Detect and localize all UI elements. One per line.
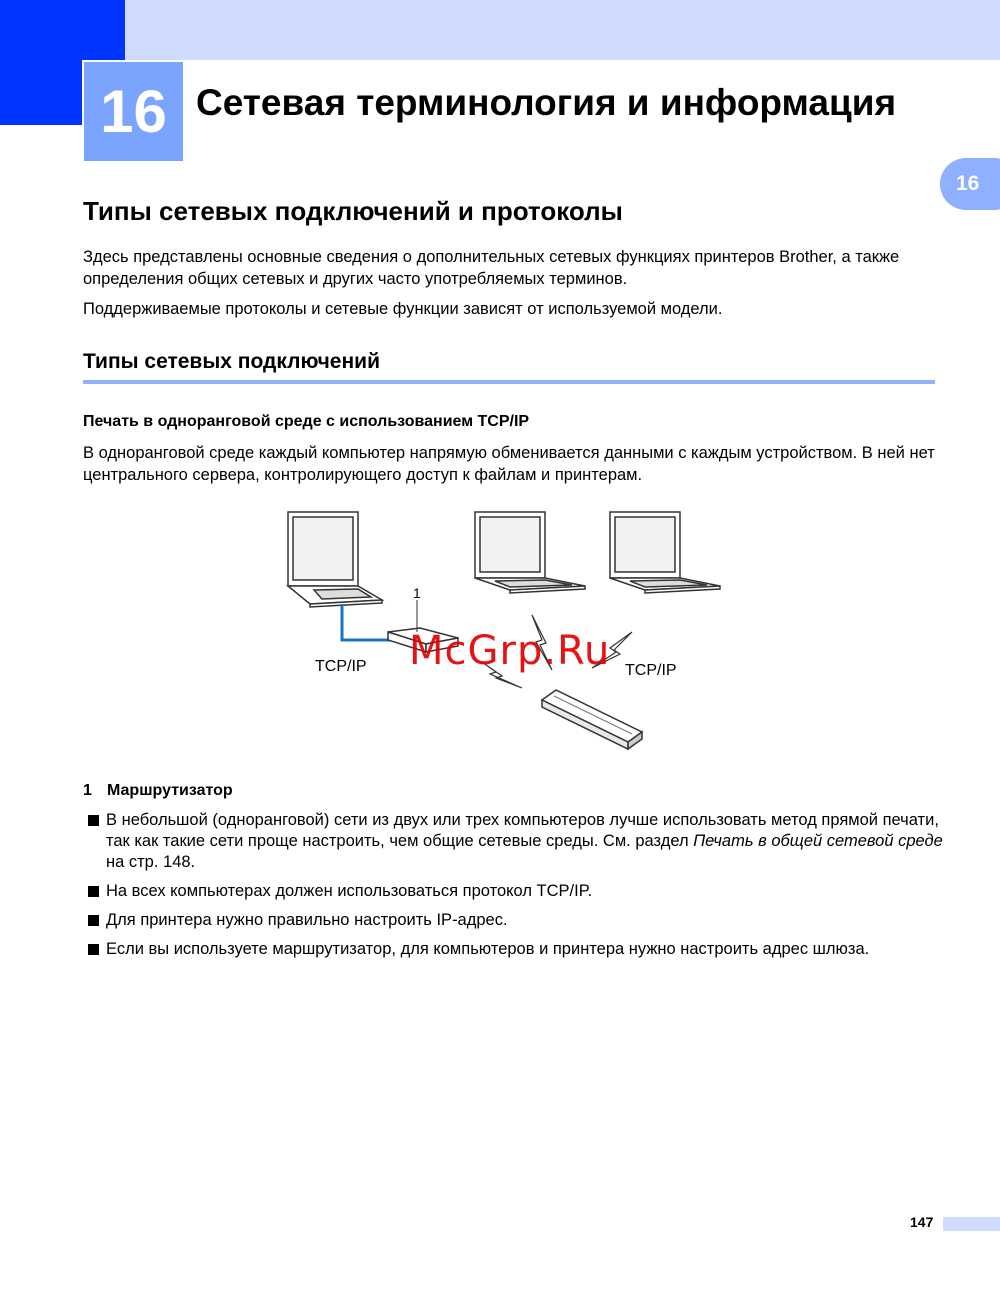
router-callout-number: 1	[413, 585, 421, 601]
chapter-number: 16	[100, 78, 167, 145]
peer-to-peer-paragraph: В одноранговой среде каждый компьютер напрямую обменивается данными с каждым устройством. В ней нет центрального сервера, контролирующего доступ к файлам и принтерам.	[83, 444, 935, 484]
list-item-text-end: на стр. 148.	[106, 853, 196, 871]
legend-number: 1	[83, 782, 92, 799]
header-band	[0, 0, 1000, 60]
list-item-text: Если вы используете маршрутизатор, для компьютеров и принтера нужно настроить адрес шлюза.	[106, 940, 870, 958]
subsection-title: Типы сетевых подключений	[83, 350, 380, 373]
page-number: 147	[910, 1214, 934, 1230]
square-bullet-icon	[88, 915, 99, 926]
square-bullet-icon	[88, 815, 99, 826]
chapter-side-tab[interactable]	[940, 158, 1000, 210]
square-bullet-icon	[88, 944, 99, 955]
mobile-printer-icon	[542, 690, 642, 749]
notes-list	[88, 810, 948, 968]
list-item	[88, 939, 948, 960]
tcpip-label-right: TCP/IP	[625, 662, 677, 679]
intro-paragraph: Здесь представлены основные сведения о дополнительных сетевых функциях принтеров Brother, а также определения общих сетевых и других часто употребляемых терминов.	[83, 248, 900, 288]
list-item	[88, 910, 948, 931]
laptop-2-icon	[475, 512, 585, 593]
cross-reference-link[interactable]: Печать в общей сетевой среде	[693, 832, 943, 850]
chapter-title: Сетевая терминология и информация	[196, 82, 897, 123]
list-item	[88, 810, 948, 873]
legend-text: Маршрутизатор	[107, 782, 233, 799]
list-item-text: На всех компьютерах должен использоваться протокол TCP/IP.	[106, 882, 593, 900]
chapter-number-box	[82, 60, 185, 163]
peer-to-peer-heading: Печать в одноранговой среде с использованием TCP/IP	[83, 413, 530, 430]
laptop-3-icon	[610, 512, 720, 593]
network-cable	[342, 604, 390, 640]
section-title: Типы сетевых подключений и протоколы	[83, 196, 623, 226]
laptop-1-icon	[288, 512, 382, 607]
list-item-text: Для принтера нужно правильно настроить IP-адрес.	[106, 911, 508, 929]
side-tab-label: 16	[956, 172, 980, 195]
diagram-legend	[83, 782, 233, 800]
list-item	[88, 881, 948, 902]
subsection-divider	[83, 380, 935, 384]
models-paragraph: Поддерживаемые протоколы и сетевые функции зависят от используемой модели.	[83, 300, 723, 318]
watermark: McGrp.Ru	[409, 628, 611, 674]
square-bullet-icon	[88, 886, 99, 897]
tcpip-label-left: TCP/IP	[315, 658, 367, 675]
footer-bar	[943, 1217, 1000, 1231]
list-item-text: В небольшой (одноранговой) сети из двух или трех компьютеров лучше использовать метод прямой печати, так как такие сети проще настроить, чем общие сетевые среды. См. раздел	[106, 811, 939, 850]
